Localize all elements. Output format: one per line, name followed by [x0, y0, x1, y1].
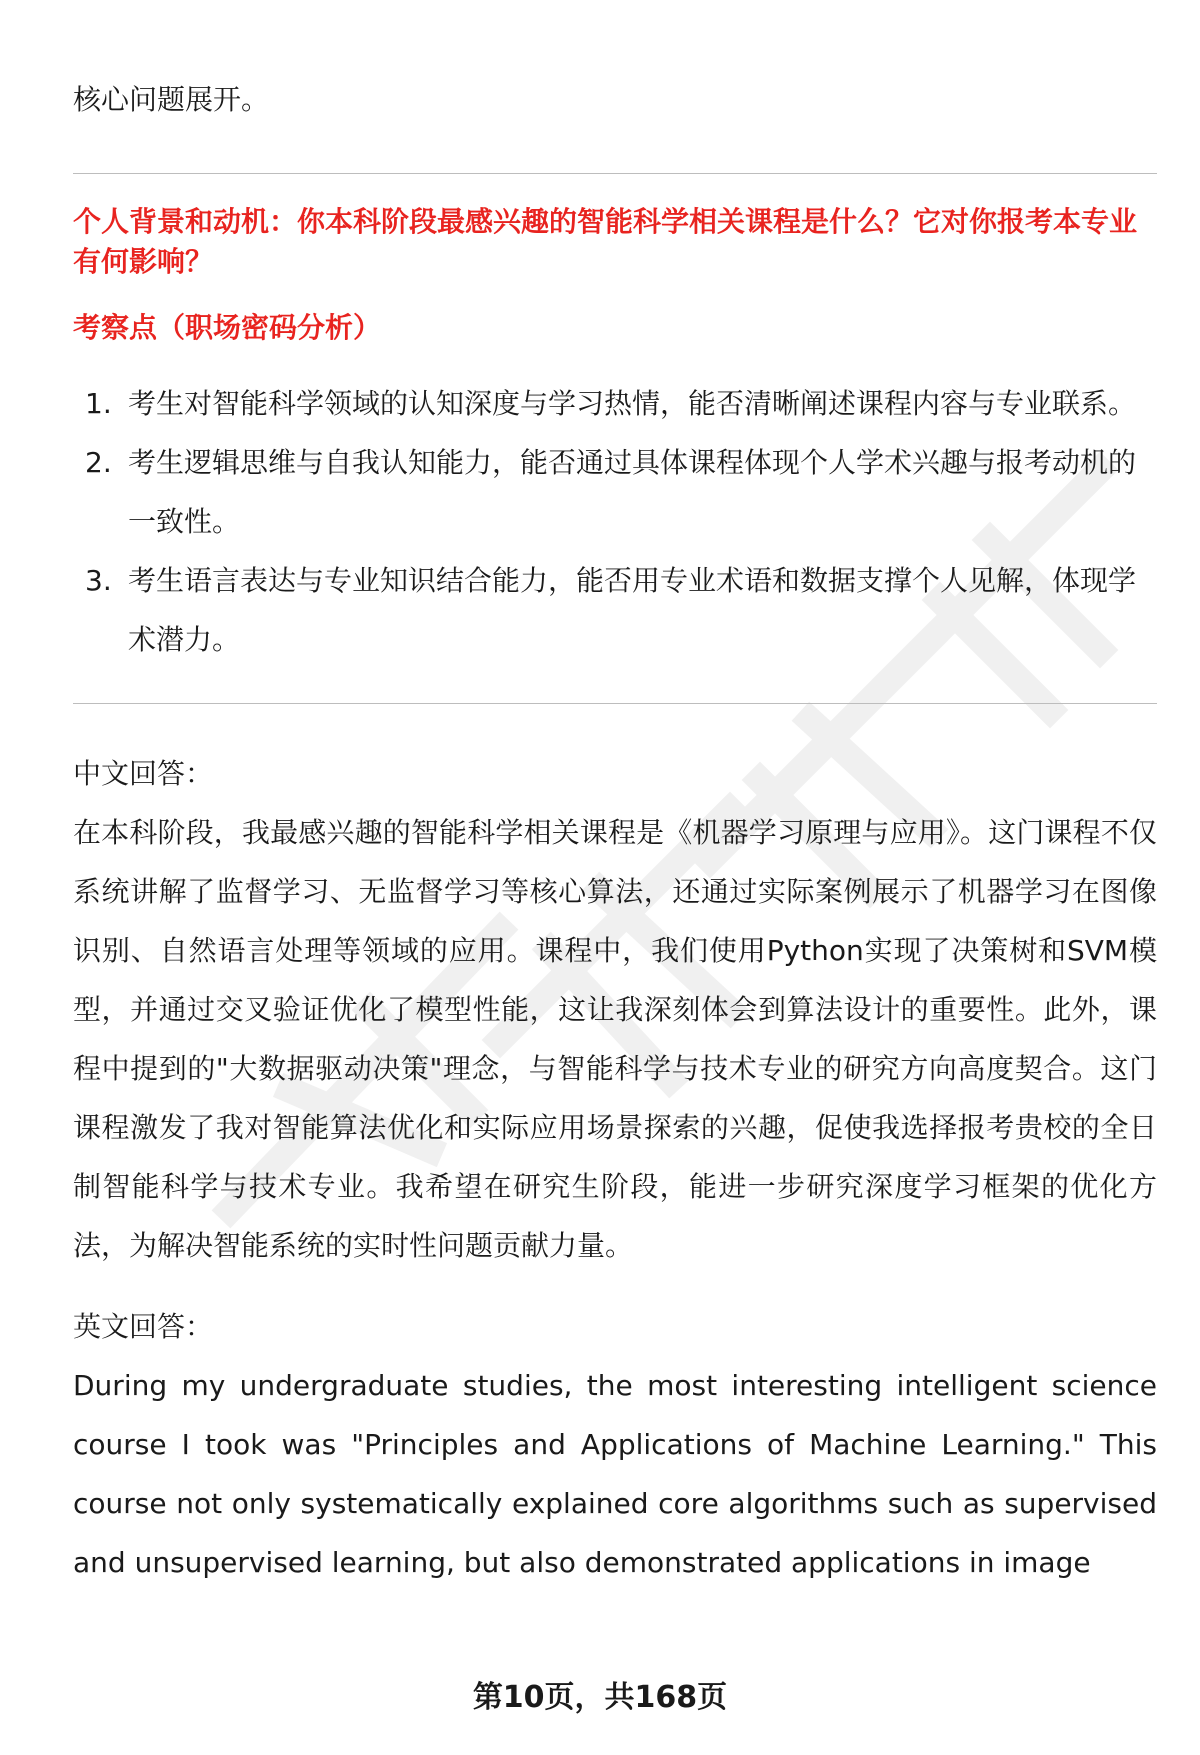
list-item-number: 2. [85, 446, 112, 479]
continuation-text: 核心问题展开。 [73, 83, 270, 116]
list-item-text: 考生语言表达与专业知识结合能力，能否用专业术语和数据支撑个人见解，体现学术潜力。 [128, 564, 1137, 656]
divider-top [73, 173, 1157, 174]
list-item-number: 1. [85, 387, 112, 420]
list-item [73, 374, 1157, 433]
examination-points-list [73, 374, 1157, 669]
english-answer-text: During my undergraduate studies, the most interesting intelligent science course I took was "Principles and Applications of Machine Learning." This course not only systematically explained core algorithms such as supervised and unsupervised learning, but also demonstrated applications in image [73, 1369, 1157, 1579]
list-item-number: 3. [85, 564, 112, 597]
list-item-text: 考生逻辑思维与自我认知能力，能否通过具体课程体现个人学术兴趣与报考动机的一致性。 [128, 446, 1137, 538]
list-item-text: 考生对智能科学领域的认知深度与学习热情，能否清晰阐述课程内容与专业联系。 [128, 387, 1137, 420]
page-number-footer: 第10页，共168页 [472, 1680, 728, 1715]
chinese-answer-text: 在本科阶段，我最感兴趣的智能科学相关课程是《机器学习原理与应用》。这门课程不仅系统讲解了监督学习、无监督学习等核心算法，还通过实际案例展示了机器学习在图像识别、自然语言处理等领域的应用。课程中，我们使用Python实现了决策树和SVM模型，并通过交叉验证优化了模型性能，这让我深刻体会到算法设计的重要性。此外，课程中提到的"大数据驱动决策"理念，与智能科学与技术专业的研究方向高度契合。这门课程激发了我对智能算法优化和实际应用场景探索的兴趣，促使我选择报考贵校的全日制智能科学与技术专业。我希望在研究生阶段，能进一步研究深度学习框架的优化方法，为解决智能系统的实时性问题贡献力量。 [73, 816, 1157, 1262]
list-item [73, 551, 1157, 669]
chinese-answer-label: 中文回答： [73, 757, 214, 790]
list-item [73, 433, 1157, 551]
page-content [73, 70, 1157, 1592]
english-answer-label: 英文回答： [73, 1310, 214, 1343]
divider-middle [73, 703, 1157, 704]
examination-points-heading: 考察点（职场密码分析） [73, 311, 382, 344]
question-heading: 个人背景和动机：你本科阶段最感兴趣的智能科学相关课程是什么？它对你报考本专业有何影响？ [73, 205, 1138, 278]
